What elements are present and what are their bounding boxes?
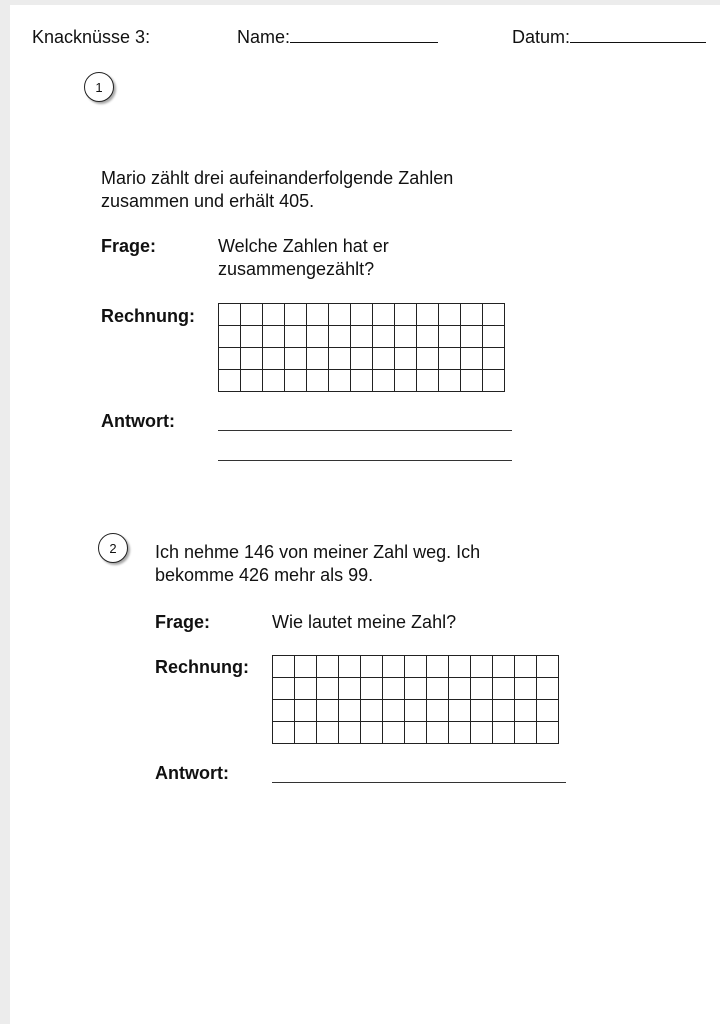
task-2-question: Wie lautet meine Zahl?: [272, 612, 457, 632]
task-2-calc-grid[interactable]: [272, 655, 559, 744]
worksheet-title: Knacknüsse 3:: [32, 27, 151, 47]
task-2-text-line-2: bekomme 426 mehr als 99.: [155, 565, 374, 585]
task-1-question: [218, 235, 389, 281]
task-1-text-line-1: Mario zählt drei aufeinanderfolgende Zahlen: [101, 168, 454, 188]
task-2-text-line-1: Ich nehme 146 von meiner Zahl weg. Ich: [155, 542, 481, 562]
name-blank-line[interactable]: [290, 26, 438, 43]
task-2-answer-line-1[interactable]: [272, 782, 566, 783]
task-2-text: [155, 541, 480, 587]
worksheet-page: [10, 5, 720, 1024]
task-2-calc-label: Rechnung:: [155, 657, 249, 677]
task-1-calc-grid[interactable]: [218, 303, 505, 392]
task-1-text: [101, 167, 453, 213]
task-1-calc-label: Rechnung:: [101, 306, 195, 326]
name-field[interactable]: [237, 26, 438, 48]
task-1-text-line-2: zusammen und erhält 405.: [101, 191, 315, 211]
date-label: Datum:: [512, 27, 571, 47]
task-1-answer-line-2[interactable]: [218, 460, 512, 461]
task-2-question-label: Frage:: [155, 612, 211, 632]
task-1-number-badge: 1: [84, 72, 114, 102]
date-field[interactable]: [512, 26, 706, 48]
task-1-answer-label: Antwort:: [101, 411, 175, 431]
task-1-question-label: Frage:: [101, 236, 157, 256]
task-1-question-line-1: Welche Zahlen hat er: [218, 236, 389, 256]
task-2-answer-label: Antwort:: [155, 763, 229, 783]
name-label: Name:: [237, 27, 291, 47]
task-1-question-line-2: zusammengezählt?: [218, 259, 375, 279]
task-2-number-badge: 2: [98, 533, 128, 563]
task-1-answer-line-1[interactable]: [218, 430, 512, 431]
date-blank-line[interactable]: [570, 26, 706, 43]
